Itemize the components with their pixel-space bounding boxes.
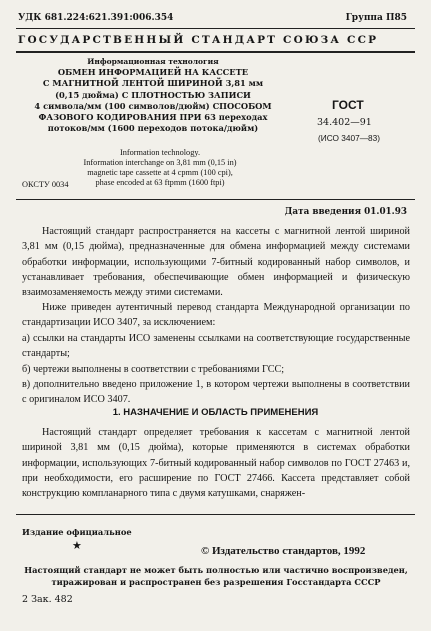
title-line: потоков/мм (1600 переходов потока/дюйм) bbox=[47, 123, 259, 134]
english-title-line: Information technology. bbox=[119, 148, 201, 157]
english-title-line: Information interchange on 3,81 mm (0,15 in) bbox=[83, 158, 237, 167]
star-icon: ★ bbox=[72, 539, 82, 552]
effective-date: Дата введения 01.01.93 bbox=[284, 207, 407, 217]
publisher: © Издательство стандартов, 1992 bbox=[201, 545, 366, 557]
standard-banner: ГОСУДАРСТВЕННЫЙ СТАНДАРТ СОЮЗА ССР bbox=[18, 34, 379, 46]
order-number: 2 Зак. 482 bbox=[22, 594, 73, 605]
title-block bbox=[20, 56, 286, 134]
title-line: 4 символа/мм (100 символов/дюйм) СПОСОБОМ bbox=[34, 100, 272, 111]
list-item: в) дополнительно введено приложение 1, в котором чертежи выполнены в соответствии с оригиналом ИСО 3407. bbox=[22, 378, 410, 406]
udk-code: УДК 681.224:621.391:006.354 bbox=[18, 13, 174, 23]
exceptions-list bbox=[22, 331, 410, 407]
notice-line: Настоящий стандарт не может быть полностью или частично воспроизведен, bbox=[24, 565, 408, 575]
footer-divider bbox=[16, 514, 415, 515]
paragraph-translation: Ниже приведен аутентичный перевод стандарта Международной организации по стандартизации ИСО 3407, за исключением: bbox=[22, 302, 410, 329]
title-line: С МАГНИТНОЙ ЛЕНТОЙ ШИРИНОЙ 3,81 мм bbox=[42, 78, 264, 89]
banner-divider bbox=[16, 51, 415, 53]
paragraph-scope: Настоящий стандарт распространяется на кассеты с магнитной лентой шириной 3,81 мм (0,15 дюйма), предназначенные для обмена информацией между системами обработки информации, использующими 7-битный кодированный набор символов, и устанавливает требования, обеспечивающие обмен информацией и физическую взаимозаменяемость между этими системами. bbox=[22, 226, 410, 299]
title-category: Информационная технология bbox=[87, 57, 219, 66]
group-code: Группа П85 bbox=[345, 13, 407, 23]
top-divider bbox=[16, 28, 415, 29]
iso-reference: (ИСО 3407—83) bbox=[318, 133, 381, 143]
copyright-notice bbox=[22, 564, 410, 588]
gost-number: 34.402—91 bbox=[317, 117, 372, 128]
okstu-code: ОКСТУ 0034 bbox=[22, 180, 69, 189]
notice-line: тиражирован и распространен без разрешения Госстандарта СССР bbox=[51, 577, 381, 587]
list-item: а) ссылки на стандарты ИСО заменены ссылками на соответствующие государственные стандарты; bbox=[22, 333, 410, 360]
english-title bbox=[40, 148, 280, 188]
english-title-line: magnetic tape cassette at 4 cpmm (100 cpi), bbox=[87, 168, 233, 177]
official-edition: Издание официальное bbox=[22, 527, 132, 537]
title-line: (0,15 дюйма) С ПЛОТНОСТЬЮ ЗАПИСИ bbox=[55, 89, 251, 100]
english-title-line: phase encoded at 63 ftpmm (1600 ftpi) bbox=[95, 178, 225, 187]
list-item: б) чертежи выполнены в соответствии с требованиями ГСС; bbox=[22, 363, 285, 375]
paragraph-purpose: Настоящий стандарт определяет требования к кассетам с магнитной лентой шириной 3,81 мм (0,15 дюйма), которые применяются в системах обработки информации, использующих 7-битный кодированный набор символов по ГОСТ 27463 и, при необходимости, его расширение по ГОСТ 27466. Кассета представляет собой конструкцию компланарного типа с двумя катушками, снаряжен- bbox=[22, 427, 410, 500]
section-divider bbox=[16, 199, 415, 200]
title-line: ОБМЕН ИНФОРМАЦИЕЙ НА КАССЕТЕ bbox=[57, 67, 249, 78]
gost-label: ГОСТ bbox=[332, 98, 364, 112]
section-title: 1. НАЗНАЧЕНИЕ И ОБЛАСТЬ ПРИМЕНЕНИЯ bbox=[112, 407, 319, 418]
title-line: ФАЗОВОГО КОДИРОВАНИЯ ПРИ 63 переходах bbox=[38, 112, 268, 123]
